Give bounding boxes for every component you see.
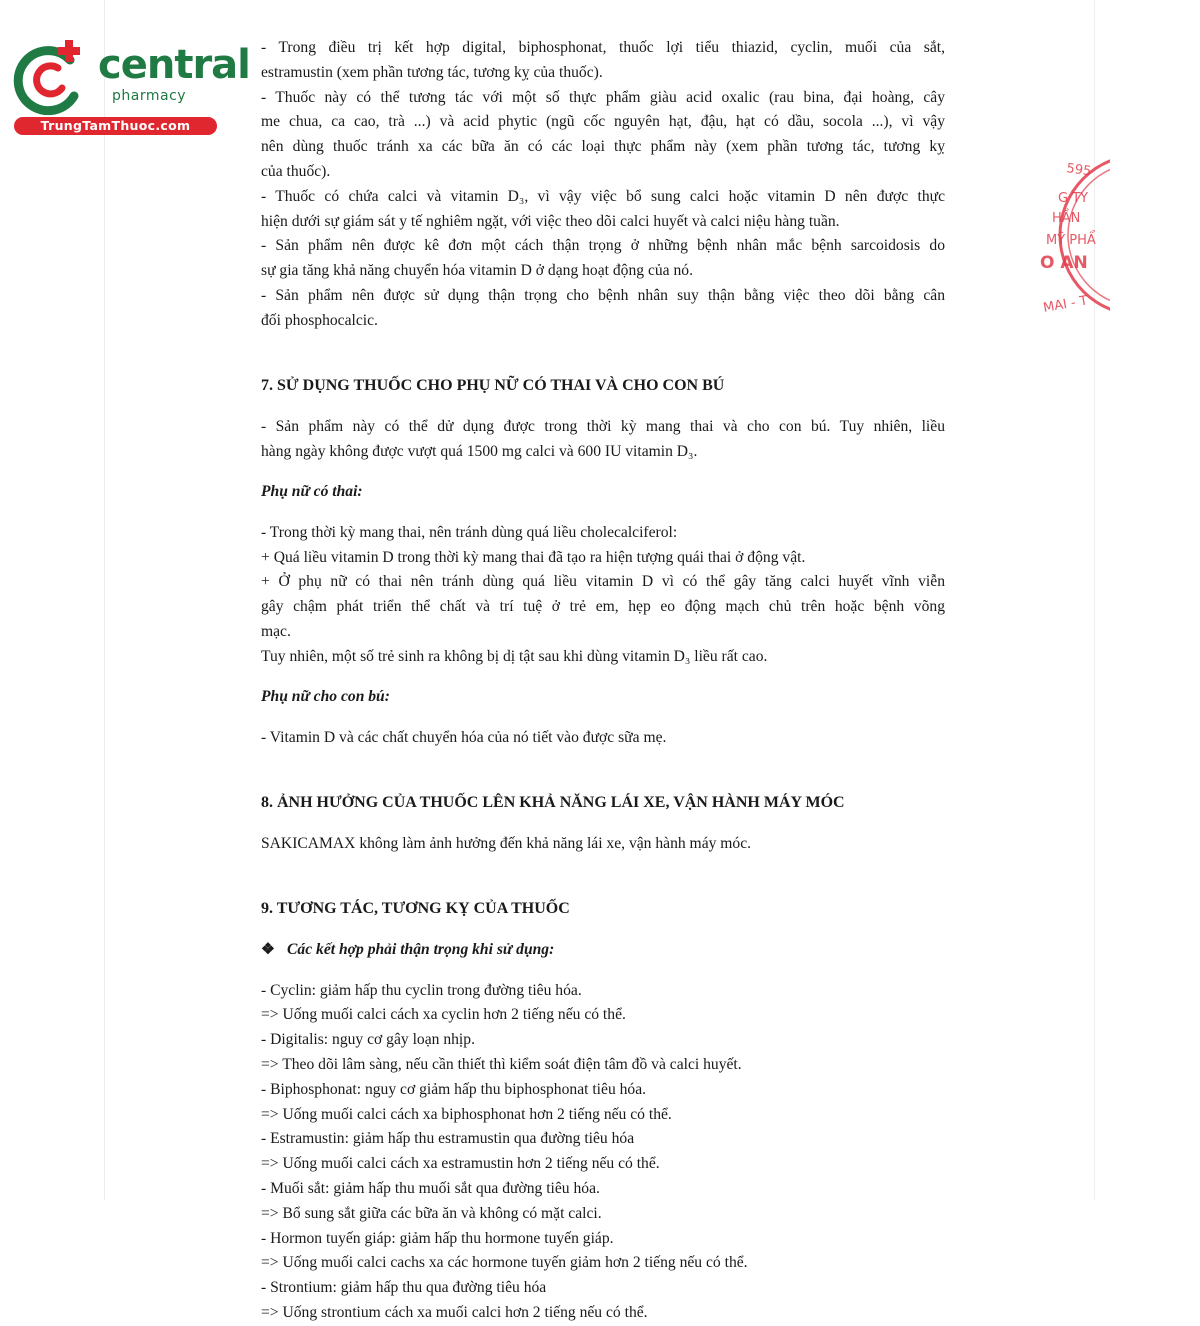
stamp-line-4: MỸ PHẨ (1046, 233, 1096, 248)
section-interactions (261, 897, 945, 1325)
brand-name: central (98, 42, 250, 88)
stamp-line-6: MAI - T (1042, 293, 1089, 316)
caution-title: Các kết hợp phải thận trọng khi sử dụng: (287, 941, 555, 959)
text-line: - Sản phẩm nên được sử dụng thận trọng cho bệnh nhân suy thận bằng việc theo dõi bằng cân (261, 286, 945, 304)
document-body (261, 36, 945, 1326)
company-stamp (1030, 140, 1110, 330)
precautions-continued (261, 36, 945, 334)
text-line: - Thuốc này có thể tương tác với một số thực phẩm giàu acid oxalic (rau bina, đại hoàng, cây (261, 88, 945, 106)
text-line: của thuốc). (261, 162, 331, 180)
text-line: - Hormon tuyến giáp: giảm hấp thu hormone tuyến giáp. (261, 1229, 614, 1247)
text-line: => Uống muối calci cachs xa các hormone tuyến giảm hơn 2 tiếng nếu có thể. (261, 1254, 748, 1272)
text-line: - Trong điều trị kết hợp digital, biphosphonat, thuốc lợi tiểu thiazid, cyclin, muối của sắt, (261, 39, 945, 56)
text-line: - Digitalis: nguy cơ gây loạn nhịp. (261, 1031, 475, 1049)
brand-website[interactable]: TrungTamThuoc.com (14, 117, 217, 135)
text-line: me chua, ca cao, trà ...) và acid phytic (ngũ cốc nguyên hạt, đậu, hạt có dầu, socola ...), vì vậy (261, 113, 945, 131)
section-heading: 8. ẢNH HƯỞNG CỦA THUỐC LÊN KHẢ NĂNG LÁI XE, VẬN HÀNH MÁY MÓC (261, 794, 845, 812)
text-line: hiện dưới sự giám sát y tế nghiêm ngặt, với việc theo dõi calci huyết và calci niệu hàng tuần. (261, 212, 840, 230)
text-line: SAKICAMAX không làm ảnh hưởng đến khả năng lái xe, vận hành máy móc. (261, 834, 752, 852)
text-line: estramustin (xem phần tương tác, tương kỵ của thuốc). (261, 63, 603, 81)
text-line: Tuy nhiên, một số trẻ sinh ra không bị dị tật sau khi dùng vitamin D₃ liều rất cao. (261, 647, 768, 665)
text-line: => Uống muối calci cách xa cyclin hơn 2 tiếng nếu có thể. (261, 1006, 626, 1024)
subsection-heading: Phụ nữ có thai: (261, 483, 363, 501)
stamp-line-2: G TY (1058, 191, 1089, 206)
stamp-line-5: O AN (1040, 253, 1088, 273)
text-line: nên dùng thuốc tránh xa các bữa ăn có các loại thực phẩm này (xem phần tương tác, tương kỵ (261, 138, 945, 156)
text-line: - Sản phẩm này có thể dử dụng được trong thời kỳ mang thai và cho con bú. Tuy nhiên, liều (261, 418, 945, 436)
text-line: => Theo dõi lâm sàng, nếu cần thiết thì kiểm soát điện tâm đồ và calci huyết. (261, 1056, 742, 1074)
text-line: - Sản phẩm nên được kê đơn một cách thận trọng ở những bệnh nhân mắc bệnh sarcoidosis do (261, 237, 945, 255)
diamond-bullet-icon: ❖ (261, 941, 275, 959)
central-pharmacy-logo[interactable] (10, 38, 250, 138)
text-line: => Uống muối calci cách xa estramustin hơn 2 tiếng nếu có thể. (261, 1155, 660, 1173)
text-line: + Quá liều vitamin D trong thời kỳ mang thai đã tạo ra hiện tượng quái thai ở động vật. (261, 548, 806, 566)
text-line: - Estramustin: giảm hấp thu estramustin qua đường tiêu hóa (261, 1130, 635, 1148)
text-line: - Cyclin: giảm hấp thu cyclin trong đường tiêu hóa. (261, 981, 582, 999)
text-line: sự gia tăng khả năng chuyển hóa vitamin D ở dạng hoạt động của nó. (261, 262, 693, 280)
brand-subtitle: pharmacy (112, 88, 187, 104)
text-line: - Vitamin D và các chất chuyển hóa của nó tiết vào được sữa mẹ. (261, 728, 667, 746)
text-line: - Trong thời kỳ mang thai, nên tránh dùng quá liều cholecalciferol: (261, 523, 678, 541)
text-line: + Ở phụ nữ có thai nên tránh dùng quá liều vitamin D vì có thể gây tăng calci huyết vĩnh viễn (261, 573, 945, 591)
section-driving (261, 791, 945, 857)
section-heading: 7. SỬ DỤNG THUỐC CHO PHỤ NỮ CÓ THAI VÀ CHO CON BÚ (261, 377, 725, 395)
text-line: - Biphosphonat: nguy cơ giảm hấp thu biphosphonat tiêu hóa. (261, 1080, 647, 1098)
text-line: - Muối sắt: giảm hấp thu muối sắt qua đường tiêu hóa. (261, 1180, 600, 1198)
text-line: hàng ngày không được vượt quá 1500 mg calci và 600 IU vitamin D₃. (261, 442, 698, 460)
text-line: đối phosphocalcic. (261, 311, 378, 329)
text-line: - Thuốc có chứa calci và vitamin D₃, vì vậy việc bổ sung calci hoặc vitamin D nên được thực (261, 187, 945, 205)
stamp-line-1: 595 (1065, 161, 1093, 180)
caution-subheading (261, 938, 945, 963)
subsection-heading: Phụ nữ cho con bú: (261, 688, 390, 706)
page-edge-left (104, 0, 105, 1200)
pharmacy-cross-logo-icon (10, 38, 90, 118)
section-pregnancy (261, 374, 945, 750)
text-line: gây chậm phát triển thể chất và trí tuệ ở trẻ em, hẹp eo động mạch chủ trên hoặc bệnh võng (261, 598, 945, 616)
text-line: => Uống strontium cách xa muối calci hơn 2 tiếng nếu có thể. (261, 1304, 648, 1322)
text-line: mạc. (261, 622, 291, 640)
text-line: => Bổ sung sắt giữa các bữa ăn và không có mặt calci. (261, 1204, 602, 1222)
stamp-line-3: HẦN (1052, 211, 1081, 226)
text-line: - Strontium: giảm hấp thu qua đường tiêu hóa (261, 1279, 547, 1297)
text-line: => Uống muối calci cách xa biphosphonat hơn 2 tiếng nếu có thể. (261, 1105, 672, 1123)
section-heading: 9. TƯƠNG TÁC, TƯƠNG KỴ CỦA THUỐC (261, 900, 570, 918)
